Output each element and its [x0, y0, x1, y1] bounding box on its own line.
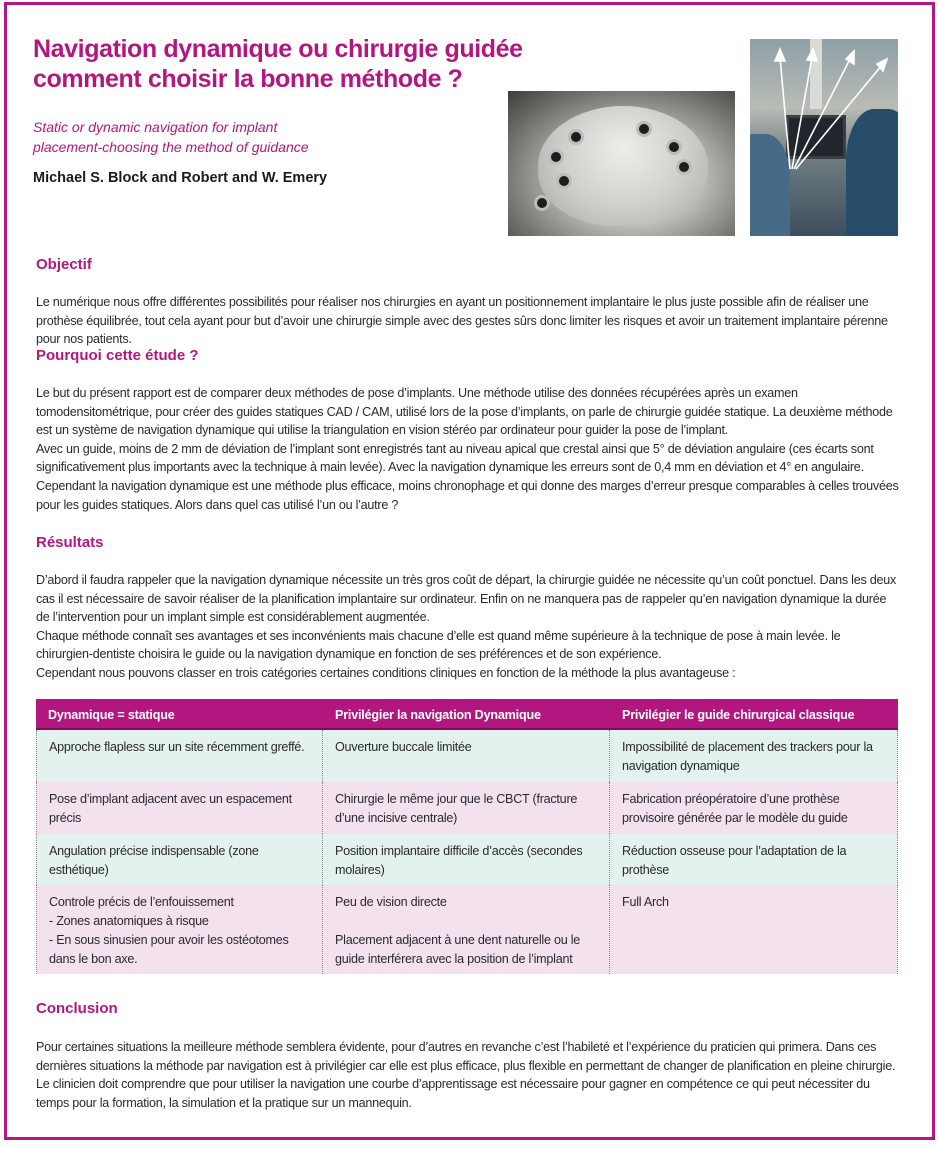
paragraph: Chaque méthode connaît ses avantages et ses inconvénients mais chacune d’elle est quand même supérieure à la technique de pose à main levée. le chirurgien-dentiste choisira le guide ou la navigation dynamique en fonction de ses préférences et de son expérience. [36, 628, 841, 662]
paragraph: Cependant nous pouvons classer en trois catégories certaines conditions cliniques en fonction de la méthode la plus avantageuse : [36, 665, 736, 680]
section-text-resultats [36, 571, 900, 683]
methods-comparison-table [36, 699, 898, 974]
paragraph: Avec un guide, moins de 2 mm de déviation de l’implant sont enregistrés tant au niveau apical que crestal ainsi que 5° de déviation angulaire (ces écarts sont significativement plus importants avec la technique à main levée). Avec la navigation dynamique les erreurs sont de 0,4 mm en déviation et 4° en angulaire. Cependant la navigation dynamique est une méthode plus efficace, moins chronophage et qui donne des marges d’erreur presque comparables à celles trouvées pour les guides statiques. Alors dans quel cas utilisé l’un ou l’autre ? [36, 441, 899, 512]
implant-sleeve-icon [556, 173, 572, 189]
section-heading-conclusion: Conclusion [36, 1000, 118, 1017]
paragraph: D’abord il faudra rappeler que la navigation dynamique nécessite un très gros coût de départ, la chirurgie guidée ne nécessite qu’un coût ponctuel. Dans les deux cas il est nécessaire de savoir réaliser de la planification implantaire sur ordinateur. Enfin on ne manquera pas de rappeler qu’en navigation dynamique la durée de l’intervention pour un implant simple est considérablement augmentée. [36, 573, 897, 625]
implant-sleeve-icon [636, 121, 652, 137]
table-row [36, 782, 898, 834]
section-text-objectif [36, 293, 900, 349]
table-row [36, 885, 898, 974]
tracking-arrows-icon [750, 39, 898, 236]
table-cell: Ouverture buccale limitée [323, 730, 610, 782]
table-cell: Angulation précise indispensable (zone esthétique) [36, 834, 323, 885]
table-cell: Full Arch [610, 885, 898, 974]
table-cell: Position implantaire difficile d’accès (secondes molaires) [323, 834, 610, 885]
table-header-cell: Privilégier le guide chirurgical classique [622, 708, 855, 722]
section-heading-resultats: Résultats [36, 534, 104, 551]
article-authors: Michael S. Block and Robert and W. Emery [33, 170, 328, 186]
article-title [33, 34, 553, 94]
table-row [36, 834, 898, 885]
table-cell: Approche flapless sur un site récemment greffé. [36, 730, 323, 782]
surgical-navigation-photo [750, 39, 898, 236]
section-text-pourquoi [36, 384, 900, 514]
section-text-conclusion [36, 1038, 900, 1112]
table-header-row [36, 699, 898, 730]
paragraph: Le numérique nous offre différentes possibilités pour réaliser nos chirurgies en ayant un positionnement implantaire le plus juste possible afin de réaliser une prothèse équilibrée, tout cela ayant pour but d’avoir une chirurgie simple avec des gestes sûrs donc limiter les risques et avoir un traitement implantaire pérenne pour nos patients. [36, 295, 888, 347]
implant-sleeve-icon [676, 159, 692, 175]
implant-sleeve-icon [534, 195, 550, 211]
subtitle-line-1: Static or dynamic navigation for implant [33, 119, 278, 135]
implant-sleeve-icon [548, 149, 564, 165]
article-subtitle [33, 117, 493, 157]
table-cell: Peu de vision directe Placement adjacent à une dent naturelle ou le guide interférera avec la position de l’implant [323, 885, 610, 974]
dental-guide-photo [508, 91, 735, 236]
table-cell: Chirurgie le même jour que le CBCT (fracture d’une incisive centrale) [323, 782, 610, 834]
table-cell: Réduction osseuse pour l’adaptation de la prothèse [610, 834, 898, 885]
paragraph: Pour certaines situations la meilleure méthode semblera évidente, pour d’autres en revanche c’est l’habileté et l’expérience du praticien qui primera. Dans ces dernières situations la méthode par navigation est à privilégier car elle est plus efficace, plus flexible en permettant de changer de planification en pleine chirurgie. Le clinicien doit comprendre que pour utiliser la navigation une courbe d’apprentissage est nécessaire pour gagner en compétence ce qui peut nécessiter du temps pour la formation, la simulation et la pratique sur un mannequin. [36, 1040, 896, 1110]
table-header-cell: Dynamique = statique [48, 708, 175, 722]
paragraph: Le but du présent rapport est de comparer deux méthodes de pose d’implants. Une méthode utilise des données récupérées après un examen tomodensitométrique, pour créer des guides statiques CAD / CAM, utilisé lors de la pose d’implants, on parle de chirurgie guidée statique. La deuxième méthode est un système de navigation dynamique qui utilise la triangulation en vision stéréo par ordinateur pour guider la pose de l’implant. [36, 386, 893, 438]
table-cell: Pose d’implant adjacent avec un espacement précis [36, 782, 323, 834]
section-heading-objectif: Objectif [36, 256, 92, 273]
implant-sleeve-icon [666, 139, 682, 155]
subtitle-line-2: placement-choosing the method of guidance [33, 139, 309, 155]
title-line-1: Navigation dynamique ou chirurgie guidée [33, 35, 523, 63]
table-header-cell: Privilégier la navigation Dynamique [335, 708, 541, 722]
section-heading-pourquoi: Pourquoi cette étude ? [36, 347, 199, 364]
table-row [36, 730, 898, 782]
table-cell: Impossibilité de placement des trackers pour la navigation dynamique [610, 730, 898, 782]
title-line-2: comment choisir la bonne méthode ? [33, 65, 463, 93]
table-cell: Fabrication préopératoire d’une prothèse provisoire générée par le modèle du guide [610, 782, 898, 834]
table-cell: Controle précis de l’enfouissement - Zones anatomiques à risque - En sous sinusien pour avoir les ostéotomes dans le bon axe. [36, 885, 323, 974]
implant-sleeve-icon [568, 129, 584, 145]
